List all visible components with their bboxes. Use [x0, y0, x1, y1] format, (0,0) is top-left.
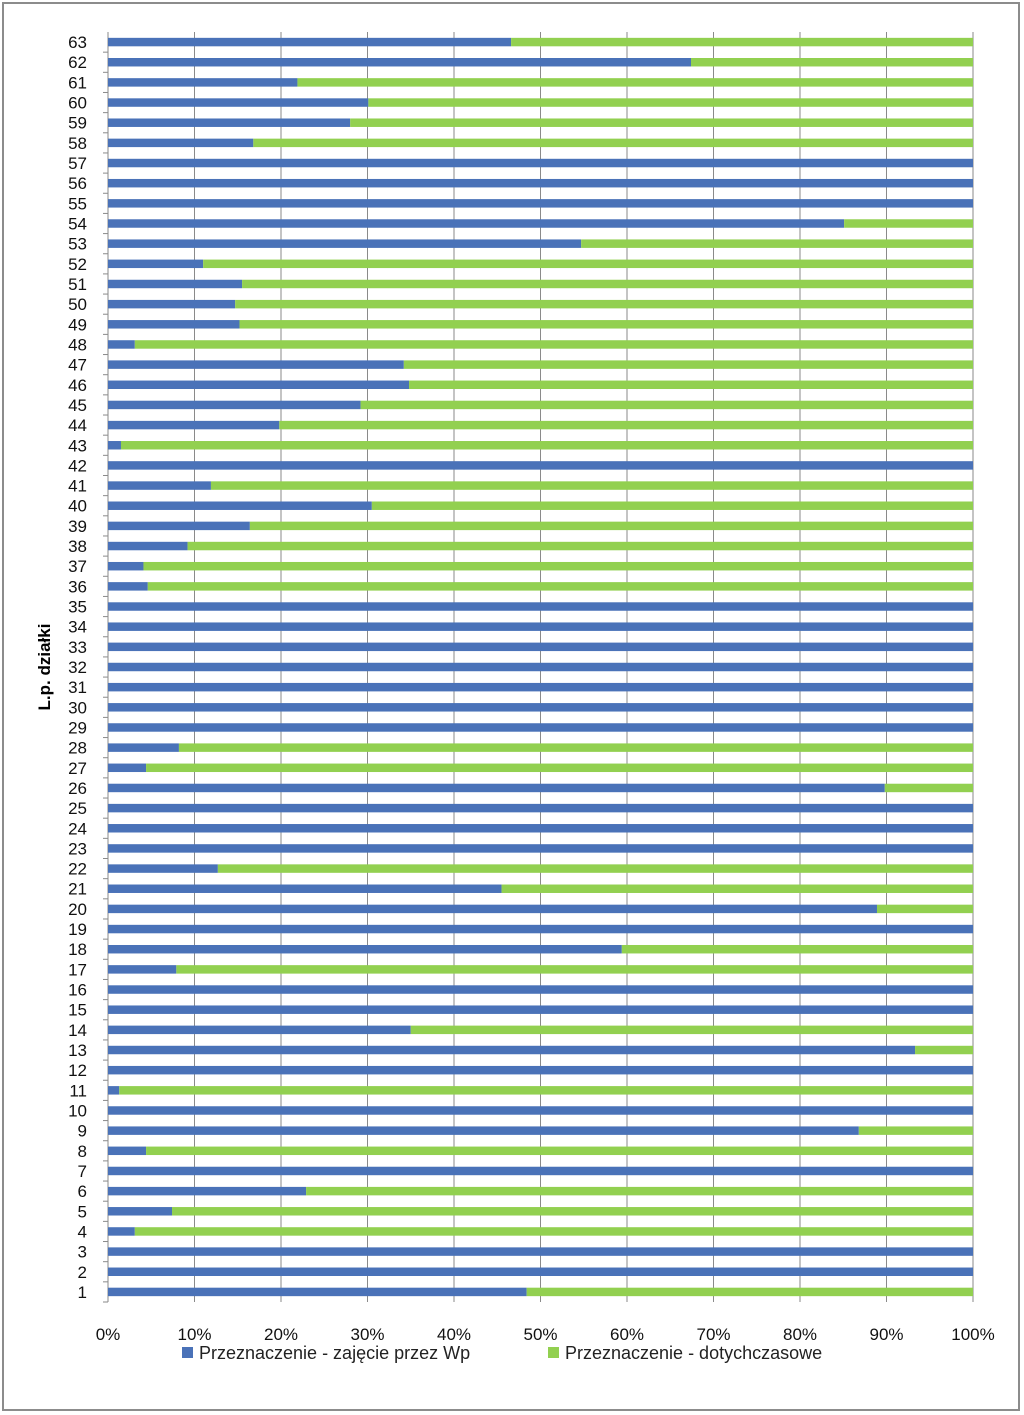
x-tick-label: 80%: [782, 1325, 818, 1344]
x-tick-label: 100%: [951, 1325, 995, 1344]
bar-segment-zajecie: [108, 622, 973, 630]
y-category-label: 3: [77, 1242, 87, 1262]
y-category-label: 10: [68, 1101, 87, 1121]
bar-segment-dotychczasowe: [121, 441, 973, 449]
bar-segment-zajecie: [108, 239, 581, 247]
y-category-label: 45: [68, 395, 87, 415]
x-tick-label: 10%: [177, 1325, 212, 1344]
y-category-label: 52: [68, 254, 87, 274]
y-category-label: 60: [68, 93, 87, 113]
bar-segment-zajecie: [108, 501, 372, 509]
y-category-label: 29: [68, 718, 87, 738]
y-category-label: 32: [68, 658, 87, 677]
bar-segment-zajecie: [108, 522, 250, 530]
bar-segment-zajecie: [108, 139, 253, 147]
x-tick-label: 90%: [869, 1325, 904, 1344]
y-category-label: 14: [68, 1020, 87, 1040]
bar-segment-zajecie: [108, 824, 973, 832]
bar-segment-zajecie: [108, 1227, 135, 1235]
bar-segment-zajecie: [108, 582, 148, 590]
y-category-label: 15: [68, 1000, 87, 1020]
bar-segment-zajecie: [108, 300, 235, 308]
y-category-label: 47: [68, 355, 87, 375]
bar-segment-zajecie: [108, 784, 885, 792]
bar-segment-zajecie: [108, 38, 511, 46]
bar-segment-zajecie: [108, 703, 973, 711]
y-category-label: 6: [77, 1182, 87, 1202]
bar-segment-zajecie: [108, 1086, 119, 1094]
y-category-label: 8: [77, 1141, 87, 1161]
bar-segment-zajecie: [108, 663, 973, 671]
bar-segment-dotychczasowe: [502, 885, 973, 893]
bar-segment-zajecie: [108, 381, 409, 389]
y-category-label: 24: [68, 819, 87, 839]
x-tick-label: 20%: [263, 1325, 299, 1344]
bar-segment-zajecie: [108, 602, 973, 610]
bar-segment-zajecie: [108, 340, 135, 348]
bar-segment-zajecie: [108, 1187, 306, 1195]
y-category-label: 50: [68, 295, 87, 315]
y-category-label: 38: [68, 537, 87, 557]
y-category-labels: [68, 33, 87, 1302]
bar-segment-dotychczasowe: [253, 139, 973, 147]
bar-segment-dotychczasowe: [297, 78, 973, 86]
bar-segment-zajecie: [108, 1005, 973, 1013]
bar-segment-dotychczasowe: [218, 864, 973, 872]
bar-segment-zajecie: [108, 844, 973, 852]
bar-segment-dotychczasowe: [179, 743, 973, 751]
bar-segment-dotychczasowe: [409, 381, 973, 389]
legend: [182, 1343, 822, 1363]
bar-segment-zajecie: [108, 58, 691, 66]
bar-segment-zajecie: [108, 421, 279, 429]
x-tick-labels: [96, 1325, 995, 1344]
x-tick-label: 50%: [523, 1325, 558, 1344]
y-category-label: 30: [68, 698, 87, 718]
bar-segment-dotychczasowe: [148, 582, 973, 590]
y-category-label: 21: [68, 879, 87, 899]
bar-segment-dotychczasowe: [135, 1227, 973, 1235]
y-category-label: 56: [68, 174, 87, 194]
y-category-label: 11: [69, 1081, 87, 1101]
y-category-label: 22: [68, 859, 87, 879]
y-category-label: 26: [68, 778, 87, 798]
x-tick-label: 60%: [609, 1325, 645, 1344]
bar-segment-zajecie: [108, 1207, 172, 1215]
bar-segment-zajecie: [108, 1106, 973, 1114]
bar-segment-zajecie: [108, 1066, 973, 1074]
bar-segment-dotychczasowe: [404, 360, 973, 368]
y-category-label: 57: [68, 154, 87, 174]
bar-segment-dotychczasowe: [859, 1126, 973, 1134]
bar-segment-dotychczasowe: [211, 481, 973, 489]
bar-segment-dotychczasowe: [527, 1288, 973, 1296]
bar-segment-dotychczasowe: [411, 1026, 973, 1034]
bar-segment-dotychczasowe: [203, 260, 973, 268]
bar-segment-zajecie: [108, 260, 203, 268]
y-category-label: 17: [68, 960, 87, 980]
y-category-label: 41: [68, 476, 87, 496]
bar-segment-zajecie: [108, 643, 973, 651]
y-category-label: 36: [68, 577, 87, 597]
y-category-label: 40: [68, 496, 87, 516]
legend-label-dotychczasowe: Przeznaczenie - dotychczasowe: [565, 1343, 823, 1363]
y-category-label: 34: [68, 617, 87, 637]
bar-segment-dotychczasowe: [691, 58, 973, 66]
y-category-label: 31: [68, 678, 87, 698]
bar-segment-zajecie: [108, 1268, 973, 1276]
y-category-label: 35: [68, 597, 87, 617]
y-category-label: 1: [77, 1282, 87, 1302]
y-category-label: 33: [68, 637, 87, 657]
y-category-label: 4: [77, 1222, 87, 1242]
bar-segment-dotychczasowe: [372, 501, 973, 509]
bar-segment-zajecie: [108, 219, 844, 227]
y-category-label: 55: [68, 194, 87, 214]
y-category-label: 19: [68, 920, 87, 940]
y-category-label: 48: [68, 335, 87, 355]
y-category-label: 12: [68, 1061, 87, 1081]
y-category-label: 16: [68, 980, 87, 1000]
bar-segment-zajecie: [108, 481, 211, 489]
bar-segment-zajecie: [108, 159, 973, 167]
bar-segment-zajecie: [108, 764, 146, 772]
y-category-label: 37: [68, 557, 87, 577]
bar-segment-zajecie: [108, 542, 188, 550]
y-category-label: 20: [68, 899, 87, 919]
bar-segment-zajecie: [108, 864, 218, 872]
y-category-label: 28: [68, 738, 87, 758]
y-category-label: 58: [68, 133, 87, 153]
bar-segment-dotychczasowe: [119, 1086, 973, 1094]
y-category-label: 61: [68, 73, 87, 93]
bar-segment-dotychczasowe: [235, 300, 973, 308]
bar-segment-dotychczasowe: [172, 1207, 973, 1215]
y-category-label: 49: [68, 315, 87, 335]
bar-segment-dotychczasowe: [146, 1147, 973, 1155]
bar-segment-zajecie: [108, 683, 973, 691]
bar-segment-zajecie: [108, 743, 179, 751]
bar-segment-dotychczasowe: [135, 340, 973, 348]
bar-segment-dotychczasowe: [188, 542, 973, 550]
bar-segment-zajecie: [108, 885, 502, 893]
bar-segment-dotychczasowe: [368, 98, 973, 106]
bar-segment-dotychczasowe: [176, 965, 973, 973]
y-category-label: 43: [68, 436, 87, 456]
legend-label-zajecie: Przeznaczenie - zajęcie przez Wp: [199, 1343, 471, 1363]
y-category-label: 39: [68, 516, 87, 536]
y-category-label: 53: [68, 234, 87, 254]
y-category-label: 44: [68, 416, 87, 436]
bar-segment-dotychczasowe: [915, 1046, 973, 1054]
bar-segment-zajecie: [108, 461, 973, 469]
bar-segment-zajecie: [108, 1026, 411, 1034]
bar-segment-zajecie: [108, 723, 973, 731]
bar-segment-dotychczasowe: [844, 219, 973, 227]
bar-segment-dotychczasowe: [239, 320, 973, 328]
y-category-label: 25: [68, 799, 87, 819]
y-category-label: 51: [68, 274, 87, 294]
bar-segment-dotychczasowe: [279, 421, 973, 429]
bar-segment-zajecie: [108, 98, 368, 106]
bar-segment-dotychczasowe: [143, 562, 973, 570]
x-tick-label: 30%: [350, 1325, 385, 1344]
bar-segment-dotychczasowe: [581, 239, 973, 247]
x-tick-label: 0%: [95, 1325, 121, 1344]
y-axis-label: L.p. działki: [35, 623, 54, 711]
bar-segment-dotychczasowe: [885, 784, 973, 792]
bar-segment-zajecie: [108, 441, 121, 449]
bar-segment-dotychczasowe: [511, 38, 973, 46]
y-category-label: 46: [68, 375, 87, 395]
bar-segment-zajecie: [108, 78, 297, 86]
legend-swatch-zajecie: [182, 1347, 193, 1358]
y-category-label: 42: [68, 456, 87, 476]
bar-segment-zajecie: [108, 280, 242, 288]
bar-segment-zajecie: [108, 1247, 973, 1255]
y-category-label: 62: [68, 53, 87, 73]
bar-segment-zajecie: [108, 1126, 859, 1134]
bar-segment-zajecie: [108, 945, 622, 953]
bar-segment-dotychczasowe: [350, 118, 973, 126]
y-category-label: 54: [68, 214, 87, 234]
legend-swatch-dotychczasowe: [548, 1347, 559, 1358]
bar-segment-zajecie: [108, 1046, 915, 1054]
bar-segment-zajecie: [108, 179, 973, 187]
bar-segment-dotychczasowe: [361, 401, 973, 409]
y-category-label: 18: [68, 940, 87, 960]
y-category-label: 59: [68, 113, 87, 133]
x-tick-label: 40%: [436, 1325, 472, 1344]
bar-segment-dotychczasowe: [242, 280, 973, 288]
bar-segment-zajecie: [108, 925, 973, 933]
x-tick-label: 70%: [696, 1325, 731, 1344]
bar-segment-zajecie: [108, 562, 143, 570]
bar-segment-zajecie: [108, 320, 239, 328]
y-category-label: 27: [68, 758, 87, 778]
bars: [108, 38, 973, 1296]
y-category-label: 5: [77, 1202, 87, 1222]
bar-segment-zajecie: [108, 360, 404, 368]
bar-segment-zajecie: [108, 985, 973, 993]
bar-segment-dotychczasowe: [622, 945, 973, 953]
y-category-label: 7: [77, 1161, 87, 1181]
bar-segment-dotychczasowe: [146, 764, 973, 772]
bar-segment-zajecie: [108, 965, 176, 973]
bar-segment-zajecie: [108, 1147, 146, 1155]
y-category-label: 9: [77, 1121, 87, 1141]
bar-segment-dotychczasowe: [250, 522, 973, 530]
bar-segment-zajecie: [108, 1167, 973, 1175]
y-category-label: 13: [68, 1041, 87, 1061]
bar-segment-zajecie: [108, 1288, 527, 1296]
bar-segment-zajecie: [108, 401, 361, 409]
bar-segment-dotychczasowe: [306, 1187, 973, 1195]
y-category-label: 23: [68, 839, 87, 859]
bar-segment-zajecie: [108, 118, 350, 126]
bar-segment-zajecie: [108, 804, 973, 812]
y-category-label: 63: [68, 33, 87, 53]
bar-segment-dotychczasowe: [877, 905, 973, 913]
bar-segment-zajecie: [108, 905, 877, 913]
bar-segment-zajecie: [108, 199, 973, 207]
y-category-label: 2: [77, 1262, 87, 1282]
